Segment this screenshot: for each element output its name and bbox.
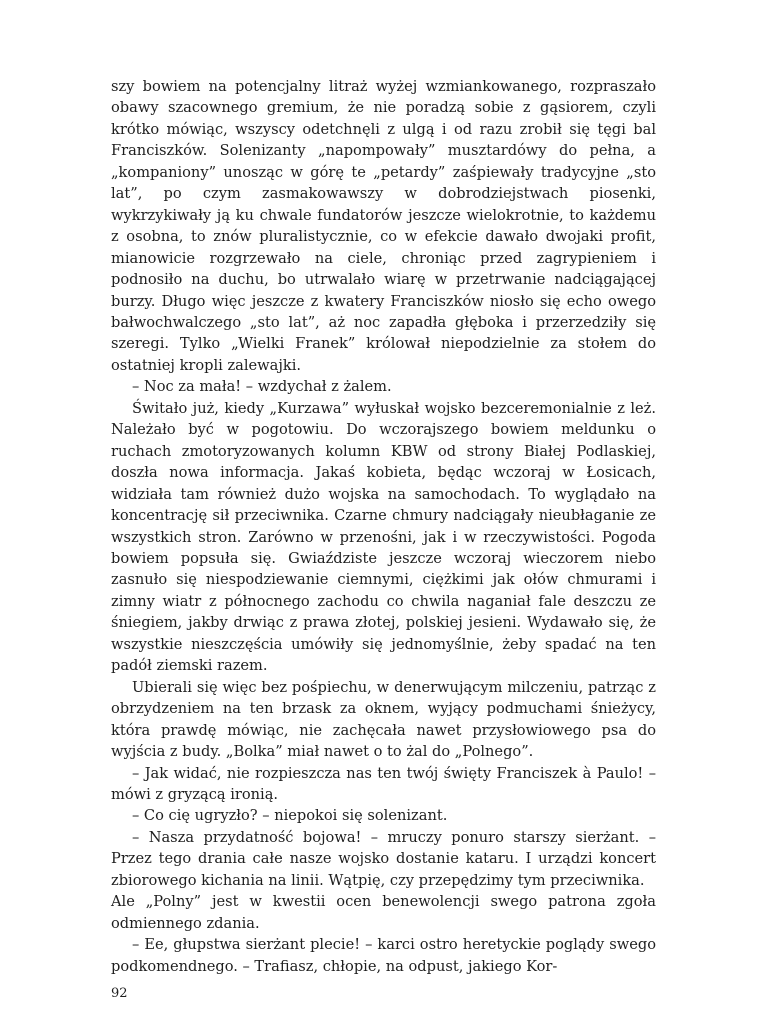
paragraph: Świtało już, kiedy „Kurzawa” wyłuskał wojsko bezceremonialnie z leż. Należało być w pogotowiu. Do wczorajszego bowiem meldunku o ruchach zmotoryzowanych kolumn KBW od strony Białej Podlaskiej, doszła nowa informacja. Jakaś kobieta, będąc wczoraj w Łosicach, widziała tam również dużo wojska na samochodach. To wyglądało na koncentrację sił przeciwnika. Czarne chmury nadciągały nieubłaganie ze wszystkich stron. Zarówno w przenośni, jak i w rzeczywistości. Pogoda bowiem popsuła się. Gwiaździste jeszcze wczoraj wieczorem niebo zasnuło się niespodziewanie ciemnymi, ciężkimi jak ołów chmurami i zimny wiatr z północnego zachodu co chwila naganiał fale deszczu ze śniegiem, jakby drwiąc z prawa złotej, polskiej jesieni. Wydawało się, że wszystkie nieszczęścia umówiły się jednomyślnie, żeby spadać na ten padół ziemski razem. bbox=[111, 399, 656, 675]
paragraph: – Jak widać, nie rozpieszcza nas ten twój święty Franciszek à Paulo! – mówi z gryzącą ironią. bbox=[111, 764, 656, 803]
paragraph: szy bowiem na potencjalny litraż wyżej wzmiankowanego, rozpraszało obawy szacownego gremium, że nie poradzą sobie z gąsiorem, czyli krótko mówiąc, wszyscy odetchnęli z ulgą i od razu zrobił się tęgi bal Franciszków. Solenizanty „napompowały” musztardówy do pełna, a „kompaniony” unosząc w górę te „petardy” zaśpiewały tradycyjne „sto lat”, po czym zasmakowawszy w dobrodziejstwach piosenki, wykrzykiwały ją ku chwale fundatorów jeszcze wielokrotnie, to każdemu z osobna, to znów pluralistycznie, co w efekcie dawało dwojaki profit, mianowicie rozgrzewało na ciele, chroniąc przed zagrypieniem i podnosiło na duchu, bo utrwalało wiarę w przetrwanie nadciągającej burzy. Długo więc jeszcze z kwatery Franciszków niosło się echo owego bałwochwalczego „sto lat”, aż noc zapadła głęboka i przerzedziły się szeregi. Tylko „Wielki Franek” królował niepodzielnie za stołem do ostatniej kropli zalewajki. bbox=[111, 78, 656, 374]
page-number: 92 bbox=[111, 986, 128, 1001]
paragraph: – Ee, głupstwa sierżant plecie! – karci ostro heretyckie poglądy swego podkomendnego. – Trafiasz, chłopie, na odpust, jakiego Kor- bbox=[111, 936, 656, 975]
paragraph: – Co cię ugryzło? – niepokoi się solenizant. bbox=[132, 807, 448, 825]
paragraph: – Nasza przydatność bojowa! – mruczy ponuro starszy sierżant. – Przez tego drania całe nasze wojsko dostanie kataru. I urządzi koncert zbiorowego kichania na linii. Wątpię, czy przepędzimy tym przeciwnika. bbox=[111, 828, 656, 889]
body-text bbox=[111, 76, 656, 977]
paragraph: Ale „Polny” jest w kwestii ocen benewolencji swego patrona zgoła odmiennego zdania. bbox=[111, 893, 656, 932]
paragraph: Ubierali się więc bez pośpiechu, w denerwującym milczeniu, patrząc z obrzydzeniem na ten brzask za oknem, wyjący podmuchami śnieżycy, która prawdę mówiąc, nie zachęcała nawet przysłowiowego psa do wyjścia z budy. „Bolka” miał nawet o to żal do „Polnego”. bbox=[111, 678, 656, 761]
paragraph: – Noc za mała! – wzdychał z żalem. bbox=[132, 378, 392, 396]
